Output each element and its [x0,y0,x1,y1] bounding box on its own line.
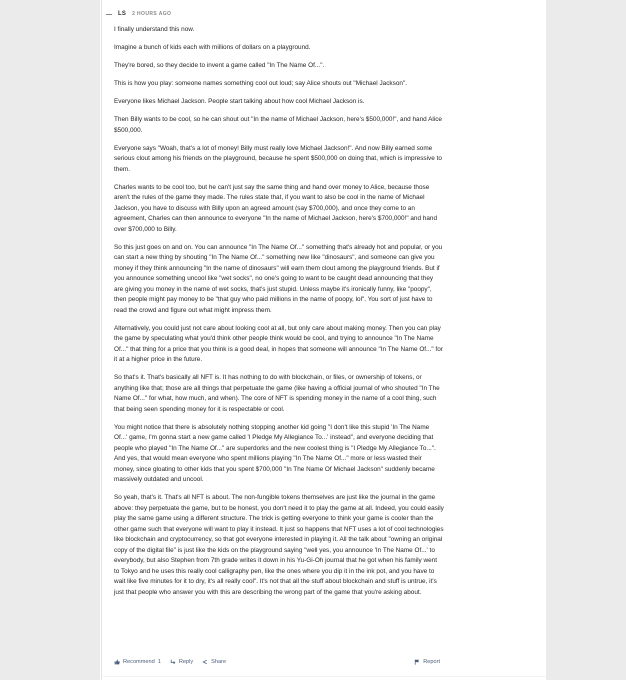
reply-arrow-icon [170,659,176,665]
collapse-toggle[interactable] [106,14,112,15]
thread-line[interactable] [101,0,102,680]
comment-paragraph: This is how you play: someone names something cool out loud; say Alice shouts out "Michael Jackson". [114,80,407,87]
comment-paragraph: They're bored, so they decide to invent a game called "In The Name Of...". [114,62,325,69]
comment-paragraph: So yeah, that's it. That's all NFT is about. The non-fungible tokens themselves are just like the journal in the game above: they perpetuate the game, but to be honest, you don't need it to play the game at all. Indeed, you could easily play the same game using a different structure. The trick is getting everyone to think your game is cooler than the other game such that everyone will want to play it instead. It just so happens that NFT uses a lot of cool technologies like blockchain and cryptocurrency, so that got everyone interested in playing it. All the talk about "owning an original copy of the digital file" is just like the kids on the playground saying "well yes, you announce 'In The Name Of...' to everybody, but also Stephen from 7th grade writes it down in his Yu-Gi-Oh journal that he got when his family went to Tokyo and he uses this really cool calligraphy pen, like the ones where you dip it in the ink pot, and you have to wait like five minutes for it to dry, it's all really cool". It's not that all the stuff about blockchain and stuff is untrue, it's just that people who answer you with this are describing the wrong part of the game that you're asking about. [114,494,444,596]
comment-paragraph: Then Billy wants to be cool, so he can shout out "In the name of Michael Jackson, here's $500,000!", and hand Alice $500,000. [114,116,442,134]
share-button[interactable] [202,659,226,665]
comment-paragraph: So that's it. That's basically all NFT is. It has nothing to do with blockchain, or files, or ownership of tokens, or anything like that; those are all things that perpetuate the game (like having a official journal of who shouted "In The Name Of..." for what, how much, and when). The core of NFT is spending money in the name of a cool thing, such that being seen spending money for it is respectable or cool. [114,374,440,413]
comment-author[interactable]: LS [118,11,127,17]
recommend-label: Recommend [123,659,155,665]
thumbs-up-icon [114,659,120,665]
comment-paragraph: Alternatively, you could just not care about looking cool at all, but only care about making money. Then you can play the game by speculating what you'd think other people think would be cool, and trying to announce "In The Name Of..." that thing for a price that you think is a good deal, in hopes that someone will announce "In The Name Of..." for it at a higher price in the future. [114,324,443,363]
comment-timestamp: 2 HOURS AGO [132,11,172,17]
reply-button[interactable] [170,659,193,665]
comment-paragraph: You might notice that there is absolutely nothing stopping another kid going "I don't like this stupid 'In The Name Of...' game, I'm gonna start a new game called 'I Pledge My Allegiance To...' instead", and everyone deciding that people who played "In The Name Of..." are superdorks and the new coolest thing is "I Pledge My Allegiance To...". And yes, that would mean everyone who spent millions playing "In The Name Of..." more or less wasted their money, since gloating to other kids that you spent $700,000 "In The Name Of Michael Jackson" suddenly became massively outdated and uncool. [114,423,436,483]
comment-header [106,9,171,19]
share-icon [202,659,208,665]
comment-paragraph: Charles wants to be cool too, but he can't just say the same thing and hand over money to Alice, because those aren't the rules of the game they made. The rules state that, if you want to also be cool in the name of Michael Jackson, you have to discuss with Billy upon an agreed amount (say $700,000), and once they come to an agreement, Charles can then announce to everyone "In the name of Michael Jackson, here's $700,000!" and hand over $700,000 to Billy. [114,183,438,233]
report-button[interactable] [414,659,440,665]
flag-icon [414,659,420,665]
comment-paragraph: So this just goes on and on. You can announce "In The Name Of..." something that's already hot and popular, or you can start a new thing by shouting "In The Name Of..." something new like "dinosaurs", and someone can give you money if they think announcing "In the name of dinosaurs" will earn them clout among the playground friends. But if you announce something uncool like "wet socks", no one's going to want to be caught dead announcing that they are giving you money in the name of wet socks, that's just stupid. Unless maybe it's ironically funny, like "poopy", then people might pay money to be "that guy who paid millions in the name of poopy, lol". You sort of just have to read the crowd and figure out what might impress them. [114,243,443,314]
comment-paragraph: Everyone likes Michael Jackson. People start talking about how cool Michael Jackson is. [114,98,365,105]
comment-paragraph: Imagine a bunch of kids each with millions of dollars on a playground. [114,44,311,51]
comment-divider [100,676,546,677]
reply-label: Reply [178,659,194,665]
share-label: Share [211,659,227,665]
comment-body [114,25,444,606]
comment-paragraph: Everyone says "Woah, that's a lot of money! Billy must really love Michael Jackson!". And now Billy earned some serious clout among his friends on the playground, because he spent $500,000 on doing that, which is impressive to them. [114,144,442,173]
comment-actions [114,657,440,667]
recommend-count: 1 [157,659,161,665]
recommend-button[interactable] [114,659,161,665]
comment-paragraph: I finally understand this now. [114,26,195,33]
report-label: Report [423,659,440,665]
